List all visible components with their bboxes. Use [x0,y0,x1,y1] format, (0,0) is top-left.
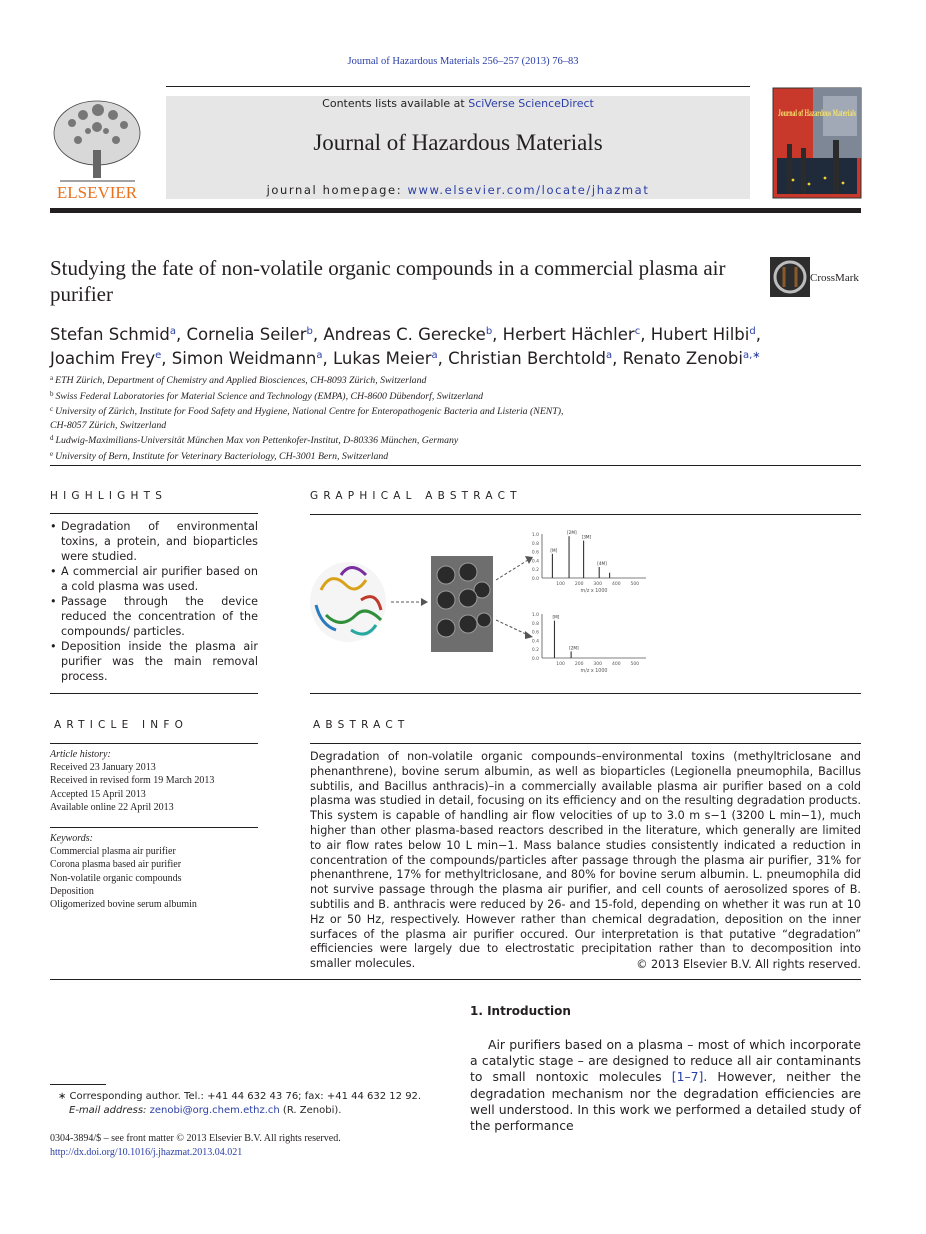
abstract-heading: ABSTRACT [313,719,410,731]
author-list: Stefan Schmid$^a$, Cornelia Seiler$^b$, Andreas C. Gerecke$^b$, Herbert Hächler$^c$, Hubert Hilbi$^d$, Joachim Frey$^e$, Simon Weidmann$^a$, Lukas Meier$^a$, Christian Berchtold$^a$, Renato Zenobi$^{a,∗}$ [50,325,761,368]
spectrum-y-tick-label: 1.0 [531,613,539,618]
author-name: Hubert Hilbi [650,325,750,344]
affiliation-item: $^c$ University of Zürich, Institute for Food Safety and Hygiene, National Centre for Enteropathogenic Bacteria and Listeria (NENT), [50,405,564,417]
author-name: Joachim Frey [50,349,156,368]
abstract-copyright: © 2013 Elsevier B.V. All rights reserved. [636,958,861,971]
keywords-label: Keywords: [50,833,93,845]
spectrum-x-tick-label: 200 [574,662,584,667]
author-affiliation-marker[interactable]: d [749,326,756,337]
history-item: Available online 22 April 2013 [50,801,174,813]
affiliation-item: $^a$ ETH Zürich, Department of Chemistry and Applied Biosciences, CH-8093 Zürich, Switzerland [50,374,427,386]
highlight-item: • Degradation of environmental toxins, a protein, and bioparticles were studied. [50,519,258,564]
spectrum-y-tick-label: 0.2 [531,568,539,574]
spectrum-x-tick-label: 100 [556,582,565,587]
graphical-abstract-figure [306,520,656,680]
affiliation-rule [50,465,861,466]
graphical-abstract-heading: GRAPHICAL ABSTRACT [310,490,522,502]
highlight-item: • Passage through the device reduced the concentration of the compounds/ particles. [50,594,258,639]
spectrum-y-tick-label: 0.6 [531,550,539,556]
spectrum-peak-label: [M] [552,614,560,620]
introduction-heading: 1. Introduction [470,1004,571,1018]
masthead-thick-rule [50,208,861,213]
author-affiliation-marker[interactable]: a [316,350,323,361]
spectrum-x-tick-label: 200 [574,582,584,587]
email-link[interactable]: zenobi@org.chem.ethz.ch [149,1104,280,1116]
highlight-item: • A commercial air purifier based on a cold plasma was used. [50,564,258,594]
spectrum-y-tick-label: 0.8 [531,621,539,627]
article-info-heading: ARTICLE INFO [54,719,189,731]
spectrum-x-tick-label: 500 [630,662,640,667]
homepage-line: journal homepage: www.elsevier.com/locate/jhazmat [266,183,650,197]
journal-cover-image [773,88,861,198]
affiliation-item: $^b$ Swiss Federal Laboratories for Material Science and Technology (EMPA), CH-8600 Dübendorf, Switzerland [50,389,483,402]
crossmark-icon[interactable] [770,257,810,297]
abstract-rule-top [310,743,861,744]
author-name: Cornelia Seiler [186,325,307,344]
footer-meta [50,1132,450,1159]
article-history-list [50,761,258,814]
history-item: Received in revised form 19 March 2013 [50,775,215,787]
affiliation-item: $^d$ Ludwig-Maximilians-Universität München Max von Pettenkofer-Institut, D-80336 München, Germany [50,434,459,446]
spectrum-x-tick-label: 300 [593,582,603,587]
affiliation-list [50,372,690,463]
spectrum-y-tick-label: 0.8 [531,541,539,547]
keyword-item: Oligomerized bovine serum albumin [50,899,197,911]
graphical-abstract-rule-bottom [310,693,861,694]
spectrum-y-tick-label: 0.4 [531,559,539,565]
elsevier-wordmark: ELSEVIER [56,183,138,202]
abstract-text: Degradation of non-volatile organic compounds–environmental toxins (methyltriclosane and phenanthrene), bovine serum albumin, as well as bioparticles (Legionella pneumophila, Bacillus subtilis, and Bacillus anthracis)–in a commercially available plasma air purifier based on a cold plasma was studied in detail, focusing on its efficiency and on the resulting degradation products. This system is capable of handling air flow velocities of up to 3.0 m s−1 (3200 L min−1), much higher than other plasma-based reactors described in the literature, which generally are limited to air flow rates below 10 L min−1. Mass balance studies consistently indicated a reduction in concentration of the compounds/particles after passage through the plasma air purifier, 31% for phenanthrene, 17% for methyltriclosane, and 80% for bovine serum albumin. L. pneumophila did not survive passage through the plasma air purifier, and cell counts of aerosolized spores of B. subtilis and B. anthracis were reduced by 26- and 15-fold, depending on whether it was run at 10 Hz or 50 Hz, respectively. However rather than chemical degradation, deposition on the inner surfaces of the plasma air purifier occured. Our interpretation is that putative “degradation” efficiencies were largely due to electrostatic precipitation rather than to decomposition into smaller molecules. [310,750,861,971]
author-affiliation-marker[interactable]: b [306,326,313,337]
footnote-rule [50,1084,106,1085]
keyword-item: Corona plasma based air purifier [50,859,182,871]
cover-title-text: Journal of Hazardous Materials [778,108,857,118]
author-affiliation-marker[interactable]: b [485,326,493,337]
author-name: Christian Berchtold [448,349,607,368]
spectrum-y-tick-label: 0.4 [531,639,539,645]
email-line: E-mail address: zenobi@org.chem.ethz.ch (R. Zenobi). [69,1104,342,1116]
spectrum-peak-label: [M] [550,547,558,553]
article-title: Studying the fate of non-volatile organic compounds in a commercial plasma air purifier [50,256,726,306]
spectrum-x-tick-label: 400 [611,582,621,587]
author-name: Stefan Schmid [50,325,170,344]
doi-link[interactable]: http://dx.doi.org/10.1016/j.jhazmat.2013.04.021 [50,1146,243,1158]
crossmark-label[interactable]: CrossMark [810,272,859,284]
author-affiliation-marker[interactable]: a [431,350,438,361]
author-affiliation-marker[interactable]: e [155,350,162,361]
author-name: Simon Weidmann [171,349,317,368]
author-affiliation-marker[interactable]: a,∗ [742,350,761,361]
issn-line: 0304-3894/$ – see front matter © 2013 Elsevier B.V. All rights reserved. [50,1133,341,1144]
spectrum-x-tick-label: 500 [630,582,640,587]
article-info-divider [50,827,258,828]
introduction-text: Air purifiers based on a plasma – most of which incorporate a catalytic stage – are designed to reduce all air contaminants to small nontoxic molecules [1–7]. However, neither the degradation mechanism nor the degradation efficiencies are well understood. In this work we performed a detailed study of the performance [470,1037,861,1134]
plasma-device-photo [431,556,493,652]
author-affiliation-marker[interactable]: a [606,350,613,361]
spectrum-y-tick-label: 0.0 [531,577,539,582]
spectrum-peak-label: [4M] [597,561,607,566]
affiliation-item: $^e$ University of Bern, Institute for Veterinary Bacteriology, CH-3001 Bern, Switzerland [50,449,389,462]
author-affiliation-marker[interactable]: c [634,326,641,337]
spectrum-x-tick-label: 100 [556,662,565,667]
keyword-item: Non-volatile organic compounds [50,872,182,884]
corresponding-author-line: ∗ Corresponding author. Tel.: +41 44 632 43 76; fax: +41 44 632 12 92. [58,1091,422,1102]
highlights-list [50,519,258,684]
author-name: Andreas C. Gerecke [323,325,486,344]
spectrum-x-tick-label: 300 [593,662,603,667]
header-rule [166,86,750,87]
mass-spectra-plots [532,530,646,674]
keyword-item: Deposition [50,885,94,897]
highlights-rule-top [50,513,258,514]
article-info-rule-top [50,743,258,744]
affiliation-item: CH-8057 Zürich, Switzerland [50,419,167,431]
protein-structure-image [310,562,386,642]
reference-link[interactable]: [1–7] [671,1069,704,1085]
spectrum-x-tick-label: 400 [611,662,621,667]
journal-reference[interactable]: Journal of Hazardous Materials 256–257 (2013) 76–83 [347,56,579,67]
author-affiliation-marker[interactable]: a [169,326,176,337]
highlights-rule-bottom [50,693,258,694]
contents-line: Contents lists available at SciVerse ScienceDirect [322,97,594,110]
spectrum-peak-label: [3M] [581,534,592,540]
abstract-rule-bottom [50,979,861,980]
journal-masthead [166,96,750,199]
spectrum-peak-label: [2M] [567,530,577,536]
spectrum-x-axis-label: m/z x 1000 [580,589,608,594]
author-name: Renato Zenobi [622,349,743,368]
history-item: Received 23 January 2013 [50,762,156,774]
spectrum-y-tick-label: 0.0 [531,657,539,662]
spectrum-y-tick-label: 1.0 [531,533,539,538]
graphical-abstract-rule-top [310,514,861,515]
keywords-list [50,845,258,911]
spectrum-x-axis-label: m/z x 1000 [580,669,608,674]
article-info-block [50,748,258,911]
article-history-label: Article history: [50,749,111,760]
highlights-heading: HIGHLIGHTS [50,490,168,502]
author-name: Herbert Hächler [502,325,635,344]
elsevier-tree-logo [50,95,145,201]
spectrum-y-tick-label: 0.6 [531,630,539,636]
journal-title: Journal of Hazardous Materials [313,130,603,155]
corresponding-author-note [50,1090,450,1117]
spectrum-peak-label: [2M] [569,645,579,651]
spectrum-y-tick-label: 0.2 [531,648,539,654]
highlight-item: • Deposition inside the plasma air purifier was the main removal process. [50,639,258,684]
sciencedirect-link[interactable]: SciVerse ScienceDirect [468,97,594,110]
homepage-link[interactable]: www.elsevier.com/locate/jhazmat [407,183,650,197]
history-item: Accepted 15 April 2013 [50,788,146,800]
author-name: Lukas Meier [333,349,432,368]
keyword-item: Commercial plasma air purifier [50,846,176,858]
